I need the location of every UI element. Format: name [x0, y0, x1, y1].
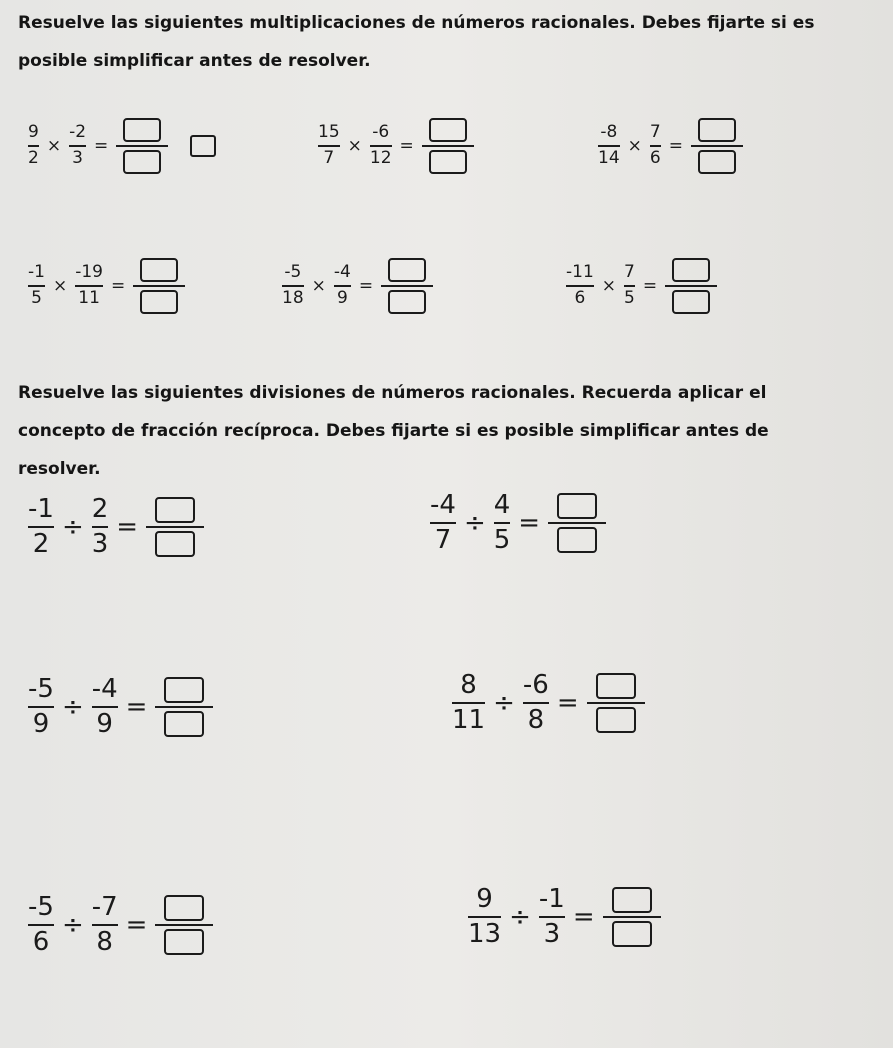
denominator: 5 [493, 525, 511, 556]
fraction-bar [370, 145, 392, 147]
denominator: 2 [32, 529, 50, 560]
fraction [28, 124, 39, 168]
denominator: 7 [434, 525, 452, 556]
fraction-bar [69, 145, 86, 147]
denominator: 18 [282, 288, 304, 308]
fraction-bar [155, 706, 213, 708]
denominator: 3 [543, 919, 561, 950]
numerator-answer-box[interactable] [164, 677, 204, 703]
equals-sign: = [556, 688, 579, 719]
times-sign: × [311, 276, 326, 296]
fraction [494, 492, 511, 555]
numerator-answer-box[interactable] [388, 258, 426, 282]
answer-fraction [603, 887, 661, 947]
fraction [452, 672, 485, 735]
answer-fraction [422, 118, 474, 174]
fraction-bar [92, 706, 118, 708]
fraction-bar [28, 706, 54, 708]
numerator: -19 [75, 262, 103, 283]
multiplication-instructions: Resuelve las siguientes multiplicaciones de números racionales. Debes fijarte si es posible simplificar antes de resolver. [18, 13, 815, 71]
fraction [28, 676, 54, 739]
denominator-answer-box[interactable] [164, 711, 204, 737]
denominator-answer-box[interactable] [698, 150, 736, 174]
equals-sign: = [642, 276, 658, 296]
fraction [598, 124, 620, 168]
equals-sign: = [116, 512, 139, 543]
denominator-answer-box[interactable] [164, 929, 204, 955]
equals-sign: = [358, 276, 374, 296]
mult-problem-6 [566, 258, 717, 314]
denominator: 13 [468, 919, 502, 950]
denominator: 6 [574, 288, 586, 308]
mult-problem-1 [28, 118, 216, 174]
fraction [566, 264, 594, 308]
denominator-answer-box[interactable] [155, 531, 195, 557]
denominator: 8 [96, 927, 113, 958]
denominator-answer-box[interactable] [557, 527, 597, 553]
fraction-bar [523, 702, 549, 704]
fraction-bar [28, 145, 39, 147]
equals-sign: = [125, 692, 148, 723]
fraction-bar [318, 145, 340, 147]
denominator-answer-box[interactable] [596, 707, 636, 733]
fraction [28, 264, 45, 308]
answer-fraction [155, 677, 213, 737]
times-sign: × [52, 276, 68, 296]
fraction-bar [430, 522, 456, 524]
divide-sign: ÷ [61, 512, 84, 543]
fraction-bar [548, 522, 606, 524]
mult-problem-4 [28, 258, 185, 314]
divide-sign: ÷ [61, 910, 84, 941]
numerator: -1 [28, 262, 45, 283]
fraction [75, 264, 103, 308]
numerator: -1 [28, 494, 54, 524]
fraction [624, 264, 635, 308]
numerator-answer-box[interactable] [140, 258, 178, 282]
numerator: -8 [600, 122, 618, 143]
denominator: 11 [78, 288, 100, 308]
divide-sign: ÷ [463, 508, 486, 539]
numerator-answer-box[interactable] [612, 887, 652, 913]
answer-fraction [665, 258, 717, 314]
answer-fraction [146, 497, 204, 557]
denominator: 3 [72, 148, 83, 168]
numerator: -6 [372, 122, 390, 143]
fraction-bar [539, 916, 565, 918]
division-instructions: Resuelve las siguientes divisiones de números racionales. Recuerda aplicar el concepto de fracción recíproca. Debes fijarte si es posible simplificar antes de resolver. [18, 383, 769, 479]
fraction-bar [146, 526, 204, 528]
numerator-answer-box[interactable] [596, 673, 636, 699]
answer-fraction [116, 118, 168, 174]
equals-sign: = [110, 276, 126, 296]
denominator: 6 [649, 148, 661, 168]
denominator: 8 [527, 705, 545, 736]
denominator: 12 [369, 148, 392, 168]
fraction [92, 496, 109, 559]
denominator-answer-box[interactable] [612, 921, 652, 947]
numerator: -4 [333, 262, 351, 283]
answer-fraction [691, 118, 743, 174]
fraction-bar [665, 285, 717, 287]
fraction-bar [624, 285, 635, 287]
answer-fraction [381, 258, 433, 314]
fraction [69, 124, 86, 168]
fraction-bar [28, 526, 54, 528]
mult-problem-3 [598, 118, 743, 174]
denominator: 9 [32, 709, 50, 740]
numerator: -11 [566, 262, 594, 283]
denominator: 6 [32, 927, 50, 958]
equals-sign: = [94, 136, 109, 156]
fraction-bar [691, 145, 743, 147]
denominator: 9 [336, 288, 348, 308]
numerator: 7 [649, 122, 661, 143]
answer-fraction [548, 493, 606, 553]
times-sign: × [627, 136, 642, 156]
fraction-bar [133, 285, 185, 287]
denominator-answer-box[interactable] [388, 290, 426, 314]
fraction-bar [334, 285, 351, 287]
denominator: 5 [624, 288, 635, 308]
equals-sign: = [399, 136, 414, 156]
times-sign: × [46, 136, 62, 156]
fraction-bar [155, 924, 213, 926]
numerator: 7 [624, 262, 635, 283]
numerator-answer-box[interactable] [155, 497, 195, 523]
denominator-answer-box[interactable] [140, 290, 178, 314]
fraction [92, 676, 118, 739]
div-problem-1 [28, 496, 204, 559]
numerator-answer-box[interactable] [123, 118, 161, 142]
fraction-bar [75, 285, 103, 287]
fraction-bar [587, 702, 645, 704]
fraction [523, 672, 549, 735]
equals-sign: = [668, 136, 683, 156]
answer-fraction [155, 895, 213, 955]
fraction [318, 124, 340, 168]
fraction [370, 124, 392, 168]
denominator: 7 [323, 148, 335, 168]
mult-problem-5 [282, 258, 433, 314]
fraction [468, 886, 501, 949]
divide-sign: ÷ [509, 902, 531, 933]
fraction-bar [92, 924, 118, 926]
denominator-answer-box[interactable] [672, 290, 710, 314]
fraction-bar [116, 145, 168, 147]
denominator-answer-box[interactable] [123, 150, 161, 174]
fraction-bar [494, 522, 511, 524]
fraction-bar [422, 145, 474, 147]
numerator: -5 [28, 892, 54, 922]
fraction [282, 264, 304, 308]
denominator: 14 [598, 148, 620, 168]
times-sign: × [347, 136, 362, 156]
fraction [28, 496, 54, 559]
div-problem-5 [28, 894, 213, 957]
fraction-bar [381, 285, 433, 287]
numerator: 9 [476, 884, 493, 914]
fraction-bar [598, 145, 620, 147]
divide-sign: ÷ [493, 688, 515, 719]
numerator-answer-box[interactable] [557, 493, 597, 519]
numerator: -7 [91, 892, 118, 922]
mult-problem-2 [318, 118, 474, 174]
fraction-bar [28, 285, 45, 287]
numerator: -6 [522, 670, 549, 700]
numerator: 9 [28, 122, 39, 143]
fraction [650, 124, 661, 168]
fraction-bar [650, 145, 661, 147]
fraction-bar [566, 285, 594, 287]
divide-sign: ÷ [61, 692, 84, 723]
equals-sign: = [125, 910, 148, 941]
equals-sign: = [572, 902, 595, 933]
denominator: 11 [452, 705, 486, 736]
numerator: -4 [91, 674, 118, 704]
numerator: 2 [91, 494, 109, 524]
numerator: 4 [493, 490, 511, 520]
denominator: 5 [31, 288, 42, 308]
extra-answer-box[interactable] [190, 135, 216, 157]
numerator: -1 [538, 884, 565, 914]
fraction-bar [92, 526, 109, 528]
div-problem-6 [468, 886, 661, 949]
fraction-bar [282, 285, 304, 287]
denominator: 9 [96, 709, 113, 740]
numerator: 15 [318, 122, 340, 143]
fraction [28, 894, 54, 957]
answer-fraction [133, 258, 185, 314]
numerator-answer-box[interactable] [672, 258, 710, 282]
times-sign: × [601, 276, 617, 296]
numerator: -5 [28, 674, 54, 704]
fraction-bar [603, 916, 661, 918]
denominator-answer-box[interactable] [429, 150, 467, 174]
denominator: 2 [28, 148, 39, 168]
div-problem-3 [28, 676, 213, 739]
numerator-answer-box[interactable] [698, 118, 736, 142]
numerator-answer-box[interactable] [429, 118, 467, 142]
div-problem-2 [430, 492, 606, 555]
equals-sign: = [518, 508, 541, 539]
numerator: 8 [460, 670, 477, 700]
denominator: 3 [91, 529, 109, 560]
numerator: -2 [69, 122, 87, 143]
fraction [539, 886, 565, 949]
numerator-answer-box[interactable] [164, 895, 204, 921]
fraction-bar [468, 916, 501, 918]
fraction [430, 492, 456, 555]
numerator: -5 [284, 262, 302, 283]
div-problem-4 [452, 672, 645, 735]
fraction-bar [452, 702, 485, 704]
fraction [334, 264, 351, 308]
fraction [92, 894, 118, 957]
answer-fraction [587, 673, 645, 733]
fraction-bar [28, 924, 54, 926]
numerator: -4 [430, 490, 456, 520]
